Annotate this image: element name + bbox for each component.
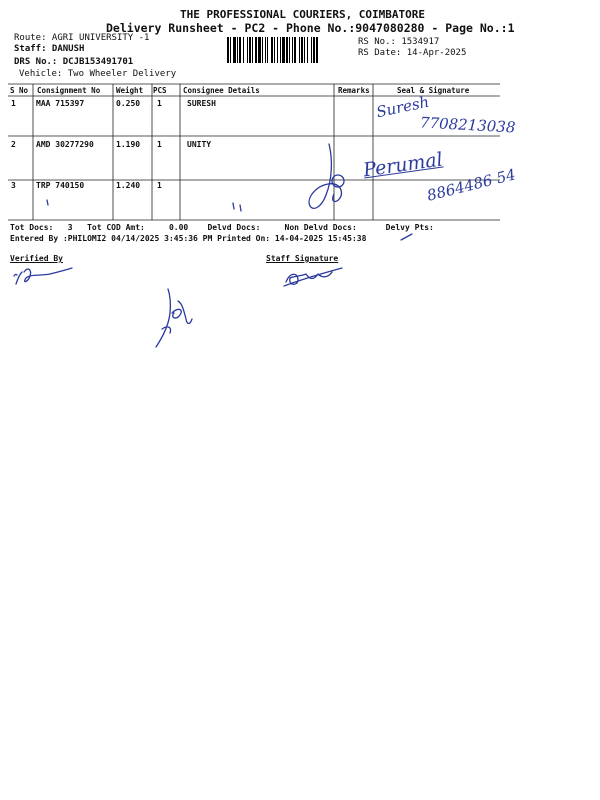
runsheet-subtitle: Delivery Runsheet - PC2 - Phone No.:9047080280 - Page No.:1 (106, 21, 515, 35)
row3-consignment: TRP 740150 (36, 181, 85, 190)
row1-consignee: SURESH (187, 99, 216, 108)
col-header-sno: S No (10, 86, 29, 95)
row1-weight: 0.250 (116, 99, 141, 108)
row2-consignee: UNITY (187, 140, 212, 149)
row3-sno: 3 (11, 181, 16, 190)
totals-line: Tot Docs: 3 Tot COD Amt: 0.00 Delvd Docs: Non Delvd Docs: Delvy Pts: (10, 223, 434, 232)
drs-number: DRS No.: DCJB153491701 (14, 57, 134, 67)
rs-date: RS Date: 14-Apr-2025 (358, 48, 467, 58)
row2-weight: 1.190 (116, 140, 141, 149)
col-header-consignment: Consignment No (37, 86, 101, 95)
verified-by-signature (10, 262, 80, 290)
row2-sno: 2 (11, 140, 16, 149)
col-header-remarks: Remarks (338, 86, 370, 95)
handwritten-phone-row1: 7708213038 (419, 113, 516, 137)
row2-pcs: 1 (157, 140, 162, 149)
handwritten-initials-signature (150, 285, 200, 351)
entered-printed-line: Entered By :PHILOMI2 04/14/2025 3:45:36 PM Printed On: 14-04-2025 15:45:38 (10, 234, 367, 243)
handwritten-name-row1: Suresh (374, 92, 431, 122)
verified-by-label: Verified By (10, 254, 63, 263)
handwritten-loop-signature (300, 140, 360, 220)
row1-pcs: 1 (157, 99, 162, 108)
row1-sno: 1 (11, 99, 16, 108)
row2-consignment: AMD 30277290 (36, 140, 94, 149)
col-header-pcs: PCS (153, 86, 167, 95)
row3-pcs: 1 (157, 181, 162, 190)
rs-number: RS No.: 1534917 (358, 37, 440, 47)
staff-signature-mark (280, 260, 350, 290)
company-title: THE PROFESSIONAL COURIERS, COIMBATORE (180, 8, 426, 21)
row3-weight: 1.240 (116, 181, 141, 190)
pen-tick-mark (228, 200, 248, 216)
col-header-consignee: Consignee Details (183, 86, 260, 95)
row1-consignment: MAA 715397 (36, 99, 85, 108)
pen-tick-mark (40, 196, 60, 210)
route-label: Route: AGRI UNIVERSITY -1 (14, 33, 150, 43)
handwritten-phone-row3: 8864486 54 (425, 165, 518, 205)
col-header-weight: Weight (116, 86, 144, 95)
vehicle-label: Vehicle: Two Wheeler Delivery (19, 69, 177, 79)
pen-stroke-mark (400, 232, 414, 242)
handwritten-name-row3: Perumal (361, 148, 445, 182)
col-header-signature: Seal & Signature (397, 86, 470, 95)
staff-signature-label: Staff Signature (266, 254, 339, 263)
staff-label: Staff: DANUSH (14, 44, 85, 54)
barcode-image (227, 37, 352, 63)
